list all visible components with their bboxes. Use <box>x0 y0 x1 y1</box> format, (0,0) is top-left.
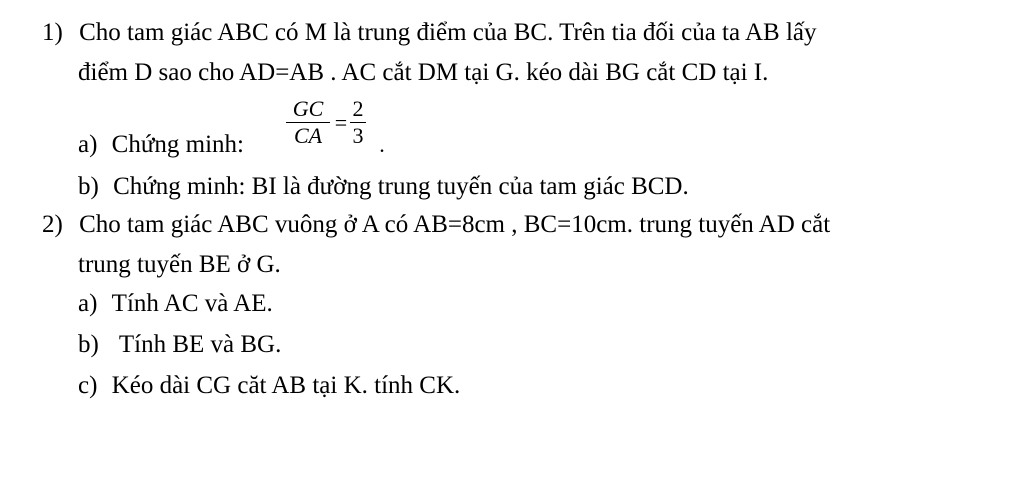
problem-1b <box>78 172 689 202</box>
fraction-2-over-3 <box>350 98 366 147</box>
problem-1-line-2 <box>78 58 768 88</box>
fraction-gc-over-ca-denominator: CA <box>293 123 323 148</box>
problem-2-line-1 <box>42 210 830 240</box>
problem-2-number: 2) <box>42 211 63 238</box>
problem-1a <box>78 130 244 160</box>
problem-2b <box>78 330 281 360</box>
problem-2a-label: a) <box>78 290 98 317</box>
problem-2-text-line-1: Cho tam giác ABC vuông ở A có AB=8cm , BC=10cm. trung tuyến AD cắt <box>79 211 831 238</box>
problem-1-text-line-1: Cho tam giác ABC có M là trung điểm của BC. Trên tia đối của ta AB lấy <box>79 19 817 46</box>
problem-1a-label: a) <box>78 131 98 158</box>
problem-2c-text: Kéo dài CG căt AB tại K. tính CK. <box>111 372 461 399</box>
problem-2b-label: b) <box>78 331 99 358</box>
problem-2a-text: Tính AC và AE. <box>111 290 273 317</box>
ratio-expression <box>286 98 396 160</box>
problem-2c <box>78 371 460 401</box>
fraction-2-over-3-denominator: 3 <box>352 123 364 148</box>
problem-1-text-line-2: điểm D sao cho AD=AB . AC cắt DM tại G. kéo dài BG cắt CD tại I. <box>78 59 769 86</box>
equals-sign: = <box>334 110 348 135</box>
problem-2-text-line-2: trung tuyến BE ở G. <box>78 251 281 278</box>
fraction-2-over-3-numerator: 2 <box>352 96 364 121</box>
problem-1b-text: Chứng minh: BI là đường trung tuyến của tam giác BCD. <box>113 173 689 200</box>
problem-2b-text: Tính BE và BG. <box>113 331 282 358</box>
fraction-gc-over-ca <box>286 98 330 147</box>
problem-2-line-2 <box>78 250 281 280</box>
problem-1b-label: b) <box>78 173 99 200</box>
problem-2a <box>78 289 273 319</box>
problem-1a-text: Chứng minh: <box>111 131 244 158</box>
problem-1-number: 1) <box>42 19 63 46</box>
problem-1-line-1 <box>42 18 817 48</box>
problem-2c-label: c) <box>78 372 98 399</box>
period-mark: . <box>379 132 385 157</box>
fraction-gc-over-ca-numerator: GC <box>292 96 324 121</box>
